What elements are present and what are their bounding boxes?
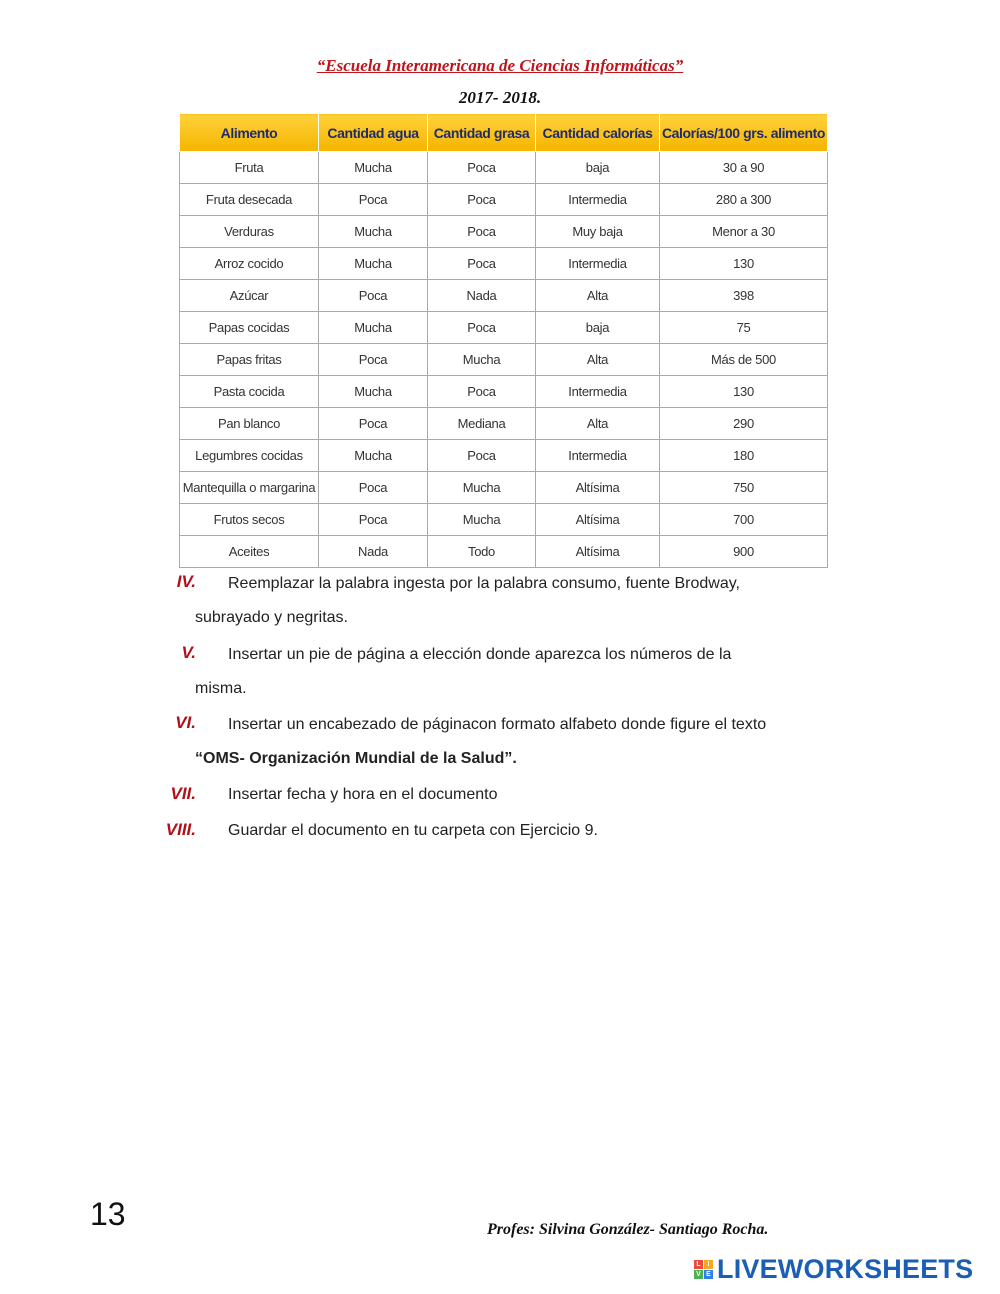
table-row	[180, 408, 828, 440]
cell-calorias: Alta	[536, 280, 660, 312]
cell-alimento: Aceites	[180, 536, 319, 568]
cell-agua: Nada	[319, 536, 428, 568]
cell-agua: Mucha	[319, 248, 428, 280]
instruction-text-continued: “OMS- Organización Mundial de la Salud”.	[195, 750, 517, 767]
table-header-row	[180, 114, 828, 152]
cell-calorias-100g: 290	[660, 408, 828, 440]
cell-alimento: Arroz cocido	[180, 248, 319, 280]
cell-alimento: Fruta desecada	[180, 184, 319, 216]
cell-calorias-100g: 750	[660, 472, 828, 504]
cell-calorias: baja	[536, 312, 660, 344]
school-year: 2017- 2018.	[458, 88, 542, 107]
cell-grasa: Poca	[428, 152, 536, 184]
instruction-number: VI.	[175, 713, 196, 732]
cell-agua: Poca	[319, 504, 428, 536]
cell-calorias-100g: 75	[660, 312, 828, 344]
cell-calorias-100g: 130	[660, 376, 828, 408]
cell-calorias: Altísima	[536, 536, 660, 568]
food-calorie-table	[179, 113, 828, 568]
cell-alimento: Verduras	[180, 216, 319, 248]
header-calorias-100g: Calorías/100 grs. alimento	[660, 114, 828, 152]
liveworksheets-logo[interactable]	[694, 1254, 973, 1284]
liveworksheets-wordmark: LIVEWORKSHEETS	[717, 1253, 974, 1284]
cell-calorias-100g: 180	[660, 440, 828, 472]
cell-agua: Mucha	[319, 152, 428, 184]
instruction-text: Reemplazar la palabra ingesta por la palabra consumo, fuente Brodway,	[228, 575, 740, 592]
cell-calorias-100g: 30 a 90	[660, 152, 828, 184]
cell-agua: Mucha	[319, 312, 428, 344]
table-row	[180, 536, 828, 568]
cell-grasa: Nada	[428, 280, 536, 312]
cell-calorias-100g: 130	[660, 248, 828, 280]
table-row	[180, 344, 828, 376]
cell-alimento: Fruta	[180, 152, 319, 184]
cell-calorias-100g: Más de 500	[660, 344, 828, 376]
table-row	[180, 472, 828, 504]
cell-grasa: Mucha	[428, 472, 536, 504]
cell-calorias-100g: 900	[660, 536, 828, 568]
cell-calorias: baja	[536, 152, 660, 184]
table-row	[180, 312, 828, 344]
instruction-number: VIII.	[165, 820, 196, 839]
instruction-text: Insertar fecha y hora en el documento	[228, 786, 498, 803]
cell-calorias-100g: 700	[660, 504, 828, 536]
cell-calorias: Intermedia	[536, 440, 660, 472]
cell-calorias: Alta	[536, 408, 660, 440]
cell-calorias: Intermedia	[536, 184, 660, 216]
logo-letter: I	[704, 1260, 713, 1269]
table-row	[180, 376, 828, 408]
logo-letter: E	[704, 1270, 713, 1279]
instruction-number: IV.	[176, 572, 196, 591]
cell-alimento: Legumbres cocidas	[180, 440, 319, 472]
cell-grasa: Poca	[428, 184, 536, 216]
page-number: 13	[90, 1196, 126, 1232]
cell-alimento: Papas fritas	[180, 344, 319, 376]
logo-letter: L	[694, 1260, 703, 1269]
header-cantidad-calorias: Cantidad calorías	[536, 114, 660, 152]
cell-grasa: Poca	[428, 312, 536, 344]
cell-alimento: Mantequilla o margarina	[180, 472, 319, 504]
cell-alimento: Azúcar	[180, 280, 319, 312]
table-row	[180, 184, 828, 216]
instruction-text-continued: subrayado y negritas.	[195, 609, 348, 626]
header-cantidad-grasa: Cantidad grasa	[428, 114, 536, 152]
cell-grasa: Poca	[428, 216, 536, 248]
instruction-number: VII.	[170, 784, 196, 803]
header-cantidad-agua: Cantidad agua	[319, 114, 428, 152]
table-row	[180, 440, 828, 472]
cell-calorias-100g: Menor a 30	[660, 216, 828, 248]
cell-grasa: Poca	[428, 376, 536, 408]
cell-alimento: Pan blanco	[180, 408, 319, 440]
cell-calorias: Alta	[536, 344, 660, 376]
liveworksheets-logo-icon	[694, 1260, 713, 1279]
logo-letter: V	[694, 1270, 703, 1279]
cell-alimento: Papas cocidas	[180, 312, 319, 344]
cell-grasa: Poca	[428, 440, 536, 472]
table-row	[180, 504, 828, 536]
cell-calorias: Intermedia	[536, 376, 660, 408]
cell-calorias-100g: 398	[660, 280, 828, 312]
cell-agua: Mucha	[319, 440, 428, 472]
cell-agua: Poca	[319, 280, 428, 312]
table-row	[180, 280, 828, 312]
cell-grasa: Mediana	[428, 408, 536, 440]
table-row	[180, 152, 828, 184]
cell-grasa: Mucha	[428, 504, 536, 536]
cell-calorias: Muy baja	[536, 216, 660, 248]
instruction-text-continued: misma.	[195, 680, 247, 697]
cell-agua: Poca	[319, 472, 428, 504]
cell-calorias-100g: 280 a 300	[660, 184, 828, 216]
cell-grasa: Poca	[428, 248, 536, 280]
instruction-text: Guardar el documento en tu carpeta con Ejercicio 9.	[228, 822, 598, 839]
school-title: “Escuela Interamericana de Ciencias Informáticas”	[316, 56, 684, 75]
cell-alimento: Pasta cocida	[180, 376, 319, 408]
cell-calorias: Altísima	[536, 472, 660, 504]
cell-grasa: Todo	[428, 536, 536, 568]
cell-agua: Poca	[319, 344, 428, 376]
instruction-text: Insertar un encabezado de páginacon formato alfabeto donde figure el texto	[228, 716, 767, 733]
table-row	[180, 216, 828, 248]
teachers-credit: Profes: Silvina González- Santiago Rocha.	[487, 1221, 769, 1238]
cell-agua: Mucha	[319, 376, 428, 408]
instruction-number: V.	[181, 643, 196, 662]
cell-alimento: Frutos secos	[180, 504, 319, 536]
table-row	[180, 248, 828, 280]
instruction-text: Insertar un pie de página a elección donde aparezca los números de la	[228, 646, 732, 663]
header-alimento: Alimento	[180, 114, 319, 152]
cell-agua: Poca	[319, 184, 428, 216]
cell-calorias: Intermedia	[536, 248, 660, 280]
cell-grasa: Mucha	[428, 344, 536, 376]
cell-agua: Poca	[319, 408, 428, 440]
cell-agua: Mucha	[319, 216, 428, 248]
cell-calorias: Altísima	[536, 504, 660, 536]
